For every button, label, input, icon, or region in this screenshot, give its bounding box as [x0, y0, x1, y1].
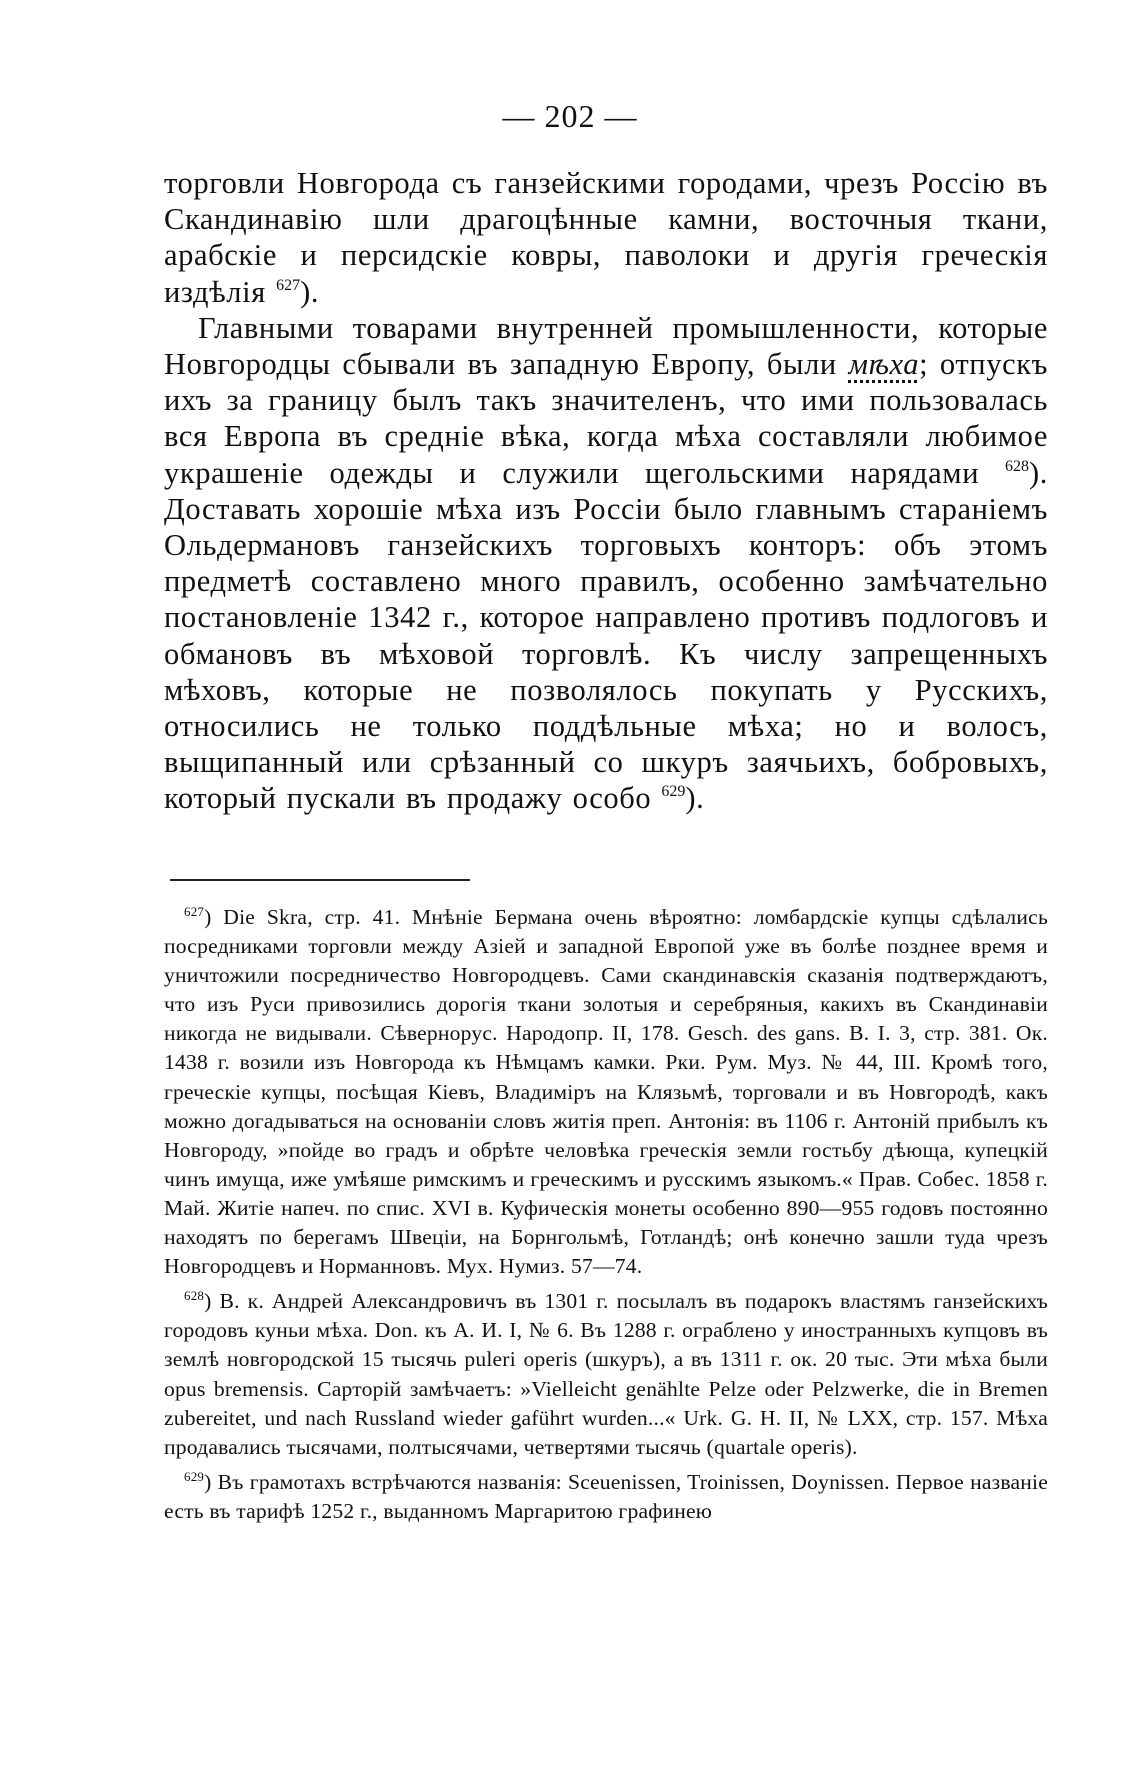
paragraph-1-text: торговли Новгорода съ ганзейскими городами, чрезъ Россію въ Скандинавію шли драгоцѣнные камни, восточныя ткани, арабскіе и персидскіе ковры, паволоки и другія греческія издѣлія: [164, 166, 1048, 309]
paragraph-2-text-c: ). Доставать хорошіе мѣха изъ Россіи было главнымъ стараніемъ Ольдермановъ ганзейскихъ торговыхъ конторъ: объ этомъ предметѣ составлено много правилъ, особенно замѣчательно постановленіе 1342 г., которое направлено противъ подлоговъ и обмановъ въ мѣховой торговлѣ. Къ числу запрещенныхъ мѣховъ, которые не позволялось покупать у Русскихъ, относились не только поддѣльные мѣха; но и волосъ, выщипанный или срѣзанный со шкуръ заячьихъ, бобровыхъ, который пускали въ продажу особо: [164, 455, 1049, 816]
footnote-627: [164, 903, 1048, 1281]
footnote-number: 629: [184, 1468, 205, 1484]
footnote-ref-627[interactable]: 627: [276, 276, 301, 294]
footnote-text: ) В. к. Андрей Александровичъ въ 1301 г. посылалъ въ подарокъ властямъ ганзейскихъ городовъ куньи мѣха. Don. къ А. И. I, № 6. Въ 1288 г. ограблено у иностранныхъ купцовъ въ землѣ новгородской 15 тысячь puleri operis (шкуръ), а въ 1311 г. ок. 20 тыс. Эти мѣха были opus bremensis. Сарторій замѣчаетъ: »Vielleicht genählte Pelze oder Pelzwerke, die in Bremen zubereitet, und nach Russland wieder gaführt wurden...« Urk. G. H. II, № LXX, стр. 157. Мѣха продавались тысячами, полтысячами, четвертями тысячь (quartale operis).: [164, 1289, 1048, 1459]
footnote-number: 627: [184, 904, 205, 919]
paragraph-1: [164, 165, 1048, 310]
paragraph-2-text-a: Главными товарами внутренней промышленности, которые Новгородцы сбывали въ западную Европу, были: [164, 310, 1048, 382]
footnote-text: ) Въ грамотахъ встрѣчаются названія: Sceuenissen, Troinissen, Doynissen. Первое названіе есть въ тарифѣ 1252 г., выданномъ Маргаритою графинею: [164, 1469, 1048, 1523]
footnote-ref-628[interactable]: 628: [1005, 457, 1030, 475]
footnote-628: [164, 1287, 1048, 1462]
paragraph-2-tail: ).: [685, 781, 705, 816]
footnote-629: [164, 1468, 1048, 1526]
main-text: [164, 165, 1048, 817]
page-number: — 202 —: [502, 98, 638, 134]
footnote-text: ) Die Skra, стр. 41. Мнѣніе Бермана очень вѣроятно: ломбардскіе купцы сдѣлались посредниками торговли между Азіей и западной Европой уже въ болѣе позднее время и уничтожили посредничество Новгородцевъ. Сами скандинавскія сказанія подтверждаютъ, что изъ Руси привозились дорогія ткани золотыя и серебряныя, какихъ въ Скандинавіи никогда не видывали. Сѣвернорус. Народопр. II, 178. Gesch. des gans. B. I. 3, стр. 381. Ок. 1438 г. возили изъ Новгорода къ Нѣмцамъ камки. Рки. Рум. Муз. № 44, III. Кромѣ того, греческіе купцы, посѣщая Кіевъ, Владиміръ на Клязьмѣ, торговали и въ Новгородѣ, какъ можно догадываться на основаніи словъ житія преп. Антонія: въ 1106 г. Антоній прибылъ къ Новгороду, »пойде во градъ и обрѣте человѣка греческія земли гостьбу дѣюща, купецкій чинъ имуща, иже умѣяше римскимъ и греческимъ и русскимъ языкомъ.« Прав. Собес. 1858 г. Май. Житіе напеч. по спис. XVI в. Куфическія монеты особенно 890—955 годовъ постоянно находятъ по берегамъ Швеціи, на Борнгольмѣ, Готландѣ; онѣ конечно зашли туда чрезъ Новгородцевъ и Норманновъ. Мух. Нумиз. 57—74.: [164, 905, 1048, 1279]
footnote-number: 628: [184, 1288, 205, 1304]
footnote-separator: [170, 879, 470, 881]
footnote-ref-629[interactable]: 629: [661, 783, 686, 801]
paragraph-1-tail: ).: [300, 274, 320, 309]
paragraph-2-text-b: ; отпускъ ихъ за границу былъ такъ значителенъ, что ими пользовалась вся Европа въ средніе вѣка, когда мѣха составляли любимое украшеніе одежды и служили щегольскими нарядами: [164, 347, 1049, 490]
emphasized-word: мѣха: [848, 347, 920, 382]
footnotes: [164, 903, 1048, 1532]
paragraph-2: [164, 310, 1048, 817]
